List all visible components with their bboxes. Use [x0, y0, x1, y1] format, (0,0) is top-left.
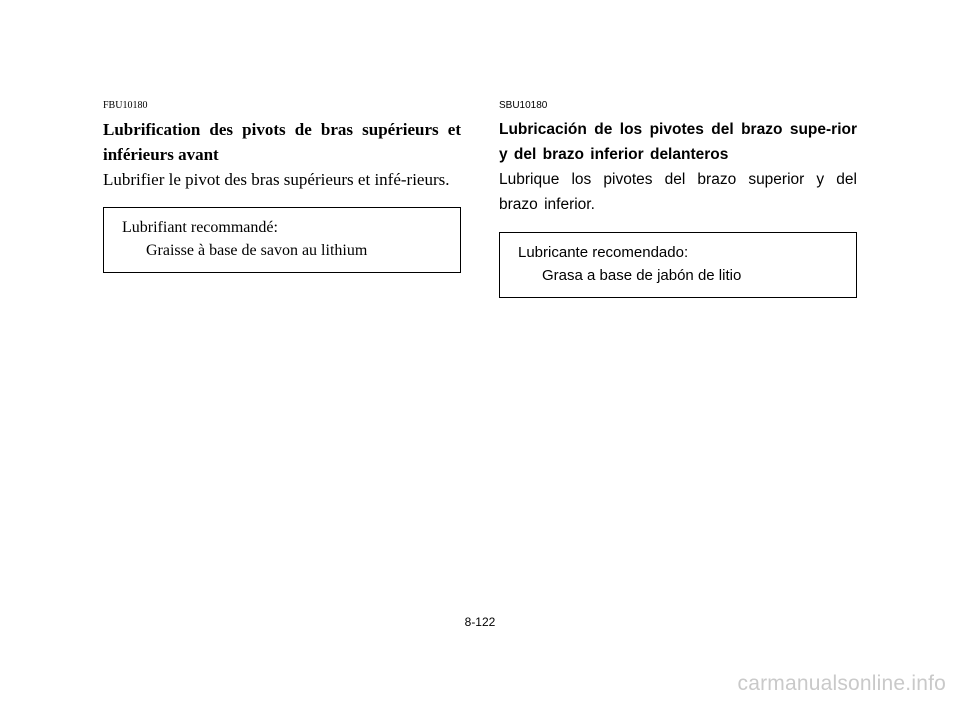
spanish-column — [499, 100, 857, 298]
lubricant-value: Graisse à base de savon au lithium — [146, 242, 368, 259]
section-heading: Lubrification des pivots de bras supérieurs et inférieurs avant — [103, 120, 461, 164]
recommended-lubricant-box — [499, 232, 857, 298]
section-heading: Lubricación de los pivotes del brazo supe-rior y del brazo inferior delanteros — [499, 121, 857, 163]
section-body: Lubrique los pivotes del brazo superior y del brazo inferior. — [499, 171, 857, 213]
section-code: FBU10180 — [103, 100, 148, 111]
lubricant-value: Grasa a base de jabón de litio — [542, 267, 742, 284]
section-code: SBU10180 — [499, 100, 548, 111]
page-number: 8-122 — [464, 615, 496, 629]
lubricant-label: Lubrifiant recommandé: — [122, 219, 278, 236]
section-body: Lubrifier le pivot des bras supérieurs et infé-rieurs. — [103, 170, 450, 189]
recommended-lubricant-box — [103, 207, 461, 273]
french-column — [103, 100, 461, 273]
watermark: carmanualsonline.info — [737, 672, 946, 695]
lubricant-label: Lubricante recomendado: — [518, 244, 689, 261]
